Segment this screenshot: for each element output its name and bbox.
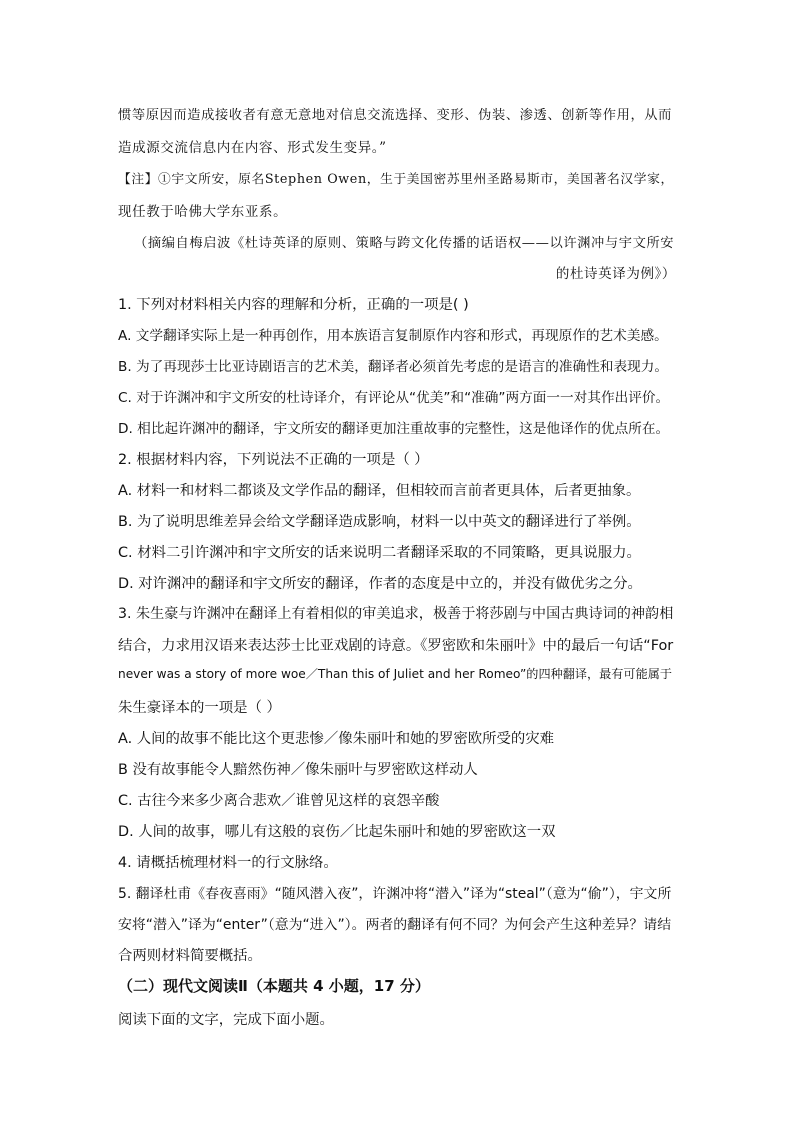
passage-end-line-2: 造成源交流信息内在内容、形式发生变异。” bbox=[118, 140, 387, 156]
q3-option-b: B 没有故事能令人黯然伤神／像朱丽叶与罗密欧这样动人 bbox=[118, 762, 478, 778]
q1-stem: 1. 下列对材料相关内容的理解和分析，正确的一项是( ) bbox=[118, 297, 469, 313]
q2-option-a: A. 材料一和材料二都谈及文学作品的翻译，但相较而言前者更具体，后者更抽象。 bbox=[118, 483, 641, 499]
section-heading: （二）现代文阅读Ⅱ（本题共 4 小题，17 分） bbox=[118, 977, 430, 995]
q1-option-b: B. 为了再现莎士比亚诗剧语言的艺术美，翻译者必须首先考虑的是语言的准确性和表现力。 bbox=[118, 359, 669, 375]
q2-option-c: C. 材料二引许渊冲和宇文所安的话来说明二者翻译采取的不同策略，更具说服力。 bbox=[118, 545, 641, 561]
q3-stem-line-2: 结合，力求用汉语来表达莎士比亚戏剧的诗意。《罗密欧和朱丽叶》中的最后一句话“For bbox=[118, 638, 674, 654]
q3-option-d: D. 人间的故事，哪儿有这般的哀伤／比起朱丽叶和她的罗密欧这一双 bbox=[118, 824, 556, 840]
passage-end-line-1: 惯等原因而造成接收者有意无意地对信息交流选择、变形、伪装、渗透、创新等作用，从而 bbox=[118, 108, 673, 123]
q5-stem-line-3: 合两则材料简要概括。 bbox=[118, 948, 262, 964]
q3-option-c: C. 古往今来多少离合悲欢／谁曾见这样的哀怨辛酸 bbox=[118, 793, 440, 809]
q3-stem-line-3: never was a story of more woe／Than this of Juliet and her Romeo”的四种翻译，最有可能属于 bbox=[118, 667, 672, 681]
q3-stem-line-1: 3. 朱生豪与许渊冲在翻译上有着相似的审美追求，极善于将莎剧与中国古典诗词的神韵相 bbox=[118, 606, 674, 622]
q2-stem: 2. 根据材料内容，下列说法不正确的一项是（ ） bbox=[118, 452, 429, 468]
q4-stem: 4. 请概括梳理材料一的行文脉络。 bbox=[118, 855, 338, 871]
source-line-1: （摘编自梅启波《杜诗英译的原则、策略与跨文化传播的话语权——以许渊冲与宇文所安 bbox=[134, 236, 675, 251]
q2-option-b: B. 为了说明思维差异会给文学翻译造成影响，材料一以中英文的翻译进行了举例。 bbox=[118, 514, 641, 530]
note-line-2: 现任教于哈佛大学东亚系。 bbox=[118, 204, 288, 220]
section-instruction: 阅读下面的文字，完成下面小题。 bbox=[118, 1012, 334, 1028]
source-line-2: 的杜诗英译为例》） bbox=[555, 266, 676, 282]
q5-stem-line-2: 安将“潜入”译为“enter”（意为“进入”）。两者的翻译有何不同？为何会产生这种差异？请结 bbox=[118, 917, 672, 933]
q5-stem-line-1: 5. 翻译杜甫《春夜喜雨》“随风潜入夜”，许渊冲将“潜入”译为“steal”（意为“偷”），宇文所 bbox=[118, 886, 672, 902]
q2-option-d: D. 对许渊冲的翻译和宇文所安的翻译，作者的态度是中立的，并没有做优劣之分。 bbox=[118, 576, 642, 592]
q1-option-d: D. 相比起许渊冲的翻译，宇文所安的翻译更加注重故事的完整性，这是他译作的优点所在。 bbox=[118, 421, 670, 437]
q1-option-a: A. 文学翻译实际上是一种再创作，用本族语言复制原作内容和形式，再现原作的艺术美感。 bbox=[118, 328, 668, 344]
note-line-1: 【注】①宇文所安，原名Stephen Owen，生于美国密苏里州圣路易斯市，美国著名汉学家， bbox=[118, 172, 674, 187]
q3-option-a: A. 人间的故事不能比这个更悲惨／像朱丽叶和她的罗密欧所受的灾难 bbox=[118, 731, 555, 747]
q3-stem-line-4: 朱生豪译本的一项是（ ） bbox=[118, 700, 281, 716]
q1-option-c: C. 对于许渊冲和宇文所安的杜诗译介，有评论从“优美”和“准确”两方面一一对其作出评价。 bbox=[118, 390, 670, 406]
